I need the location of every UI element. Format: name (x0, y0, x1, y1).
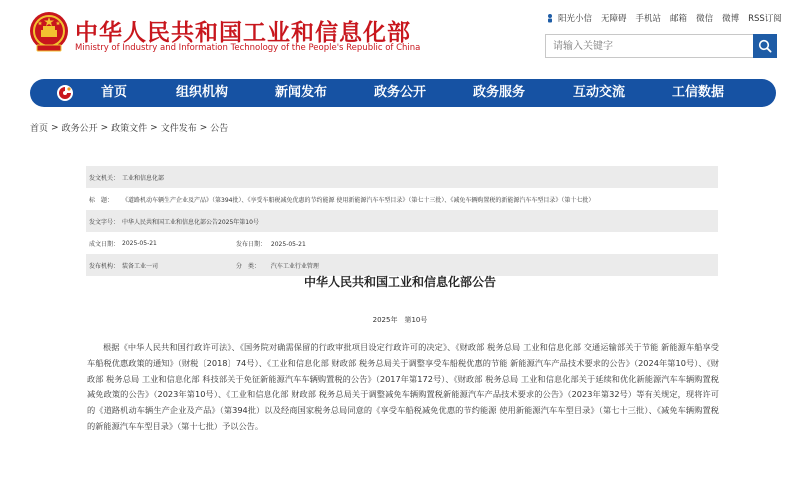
nav-item-news[interactable]: 新闻发布 (275, 85, 328, 100)
info-label: 发布日期： (236, 240, 267, 248)
info-value: 装备工业一司 (122, 262, 159, 270)
info-label: 发文字号： (89, 218, 120, 226)
info-row-issuer (86, 166, 718, 188)
top-link-rss[interactable] (748, 12, 782, 24)
nav-item-home[interactable]: 首页 (101, 85, 128, 100)
top-link-label: 微博 (722, 14, 740, 24)
top-link-label: 无障碍 (601, 14, 627, 24)
search-icon (758, 39, 772, 53)
info-value: 《道路机动车辆生产企业及产品》（第394批）、《享受车船税减免优惠的节约能源 使用新能源汽车车型目录》（第七十三批）、《减免车辆购置税的新能源汽车车型目录》（第十七批） (122, 196, 595, 204)
info-label: 发文机关： (89, 174, 120, 182)
search-box (545, 34, 775, 58)
site-title-en: Ministry of Industry and Information Technology of the People's Republic of China (75, 43, 421, 53)
info-value: 汽车工业行业管理 (270, 262, 319, 270)
nav-item-services[interactable]: 政务服务 (473, 85, 526, 100)
site-title: 中华人民共和国工业和信息化部 (75, 20, 411, 46)
nav-item-interaction[interactable]: 互动交流 (573, 85, 626, 100)
top-link-wechat[interactable] (696, 12, 713, 24)
top-link-weibo[interactable] (722, 12, 739, 24)
info-value: 2025-05-21 (122, 239, 157, 247)
breadcrumb-home[interactable]: 首页 (30, 124, 49, 134)
top-link-sunshine[interactable] (545, 12, 592, 24)
document-info-table (86, 166, 718, 276)
info-label: 发布机构： (89, 262, 120, 270)
national-emblem-icon (29, 11, 69, 53)
info-value: 工业和信息化部 (122, 174, 165, 182)
document-body: 根据《中华人民共和国行政许可法》、《国务院对确需保留的行政审批项目设定行政许可的决定》、《财政部 税务总局 工业和信息化部 交通运输部关于节能 新能源车船享受车船税优惠政策的通知》（财税〔2018〕74号）、《工业和信息化部 财政部 税务总局关于调整享受车船税优惠的节能 新能源汽车产品技术要求的公告》（2024年第10号）、《财政部 税务总局 工业和信息化部 科技部关于免征新能源汽车车辆购置税的公告》（2017年第172号）、《财政部 税务总局 工业和信息化部关于延续和优化新能源汽车车辆购置税减免政策的公告》（2023年第10号）、《工业和信息化部 财政部 税务总局关于调整减免车辆购置税新能源汽车产品技术要求的公告》（2023年第32号）等有关规定，现将许可的《道路机动车辆生产企业及产品》（第394批）以及经商国家税务总局同意的《享受车船税减免优惠的节约能源 使用新能源汽车车型目录》（第七十三批）、《减免车辆购置税的新能源汽车车型目录》（第十七批）予以公告。 (87, 342, 719, 431)
info-row-subject (86, 188, 718, 210)
info-value: 中华人民共和国工业和信息化部公告2025年第10号 (122, 218, 259, 226)
breadcrumb: 首页 > 政务公开 > 政策文件 > 文件发布 > 公告 (30, 122, 229, 134)
breadcrumb-notice[interactable]: 公告 (210, 124, 229, 134)
breadcrumb-file-release[interactable]: 文件发布 (160, 124, 197, 134)
info-row-dates (86, 232, 718, 254)
info-label: 成文日期： (89, 240, 120, 248)
breadcrumb-policy-files[interactable]: 政策文件 (111, 124, 148, 134)
sun-person-icon (545, 13, 555, 23)
search-input[interactable] (545, 34, 753, 58)
search-button[interactable] (753, 34, 777, 58)
info-row-doc-no (86, 210, 718, 232)
info-label: 分 类： (236, 262, 261, 270)
top-link-label: 手机站 (635, 14, 662, 24)
document-title: 中华人民共和国工业和信息化部公告 (303, 275, 496, 289)
nav-item-data[interactable]: 工信数据 (672, 85, 725, 100)
top-links (545, 12, 782, 24)
top-link-label: RSS订阅 (748, 14, 782, 24)
ministry-logo-icon (56, 84, 74, 102)
info-label: 标 题： (89, 196, 114, 204)
top-link-label: 微信 (696, 14, 714, 24)
top-link-accessibility[interactable] (601, 12, 627, 24)
info-value: 2025-05-21 (270, 240, 306, 248)
site-header (0, 0, 800, 70)
nav-item-organization[interactable]: 组织机构 (176, 85, 229, 100)
top-link-label: 邮箱 (670, 14, 688, 24)
document-number: 2025年 第10号 (372, 316, 428, 324)
top-link-label: 阳光小信 (558, 14, 593, 24)
main-nav (30, 79, 776, 107)
top-link-mobile[interactable] (636, 12, 662, 24)
nav-item-government-affairs[interactable]: 政务公开 (374, 85, 427, 100)
top-link-mail[interactable] (670, 12, 687, 24)
breadcrumb-government-affairs[interactable]: 政务公开 (61, 124, 98, 134)
